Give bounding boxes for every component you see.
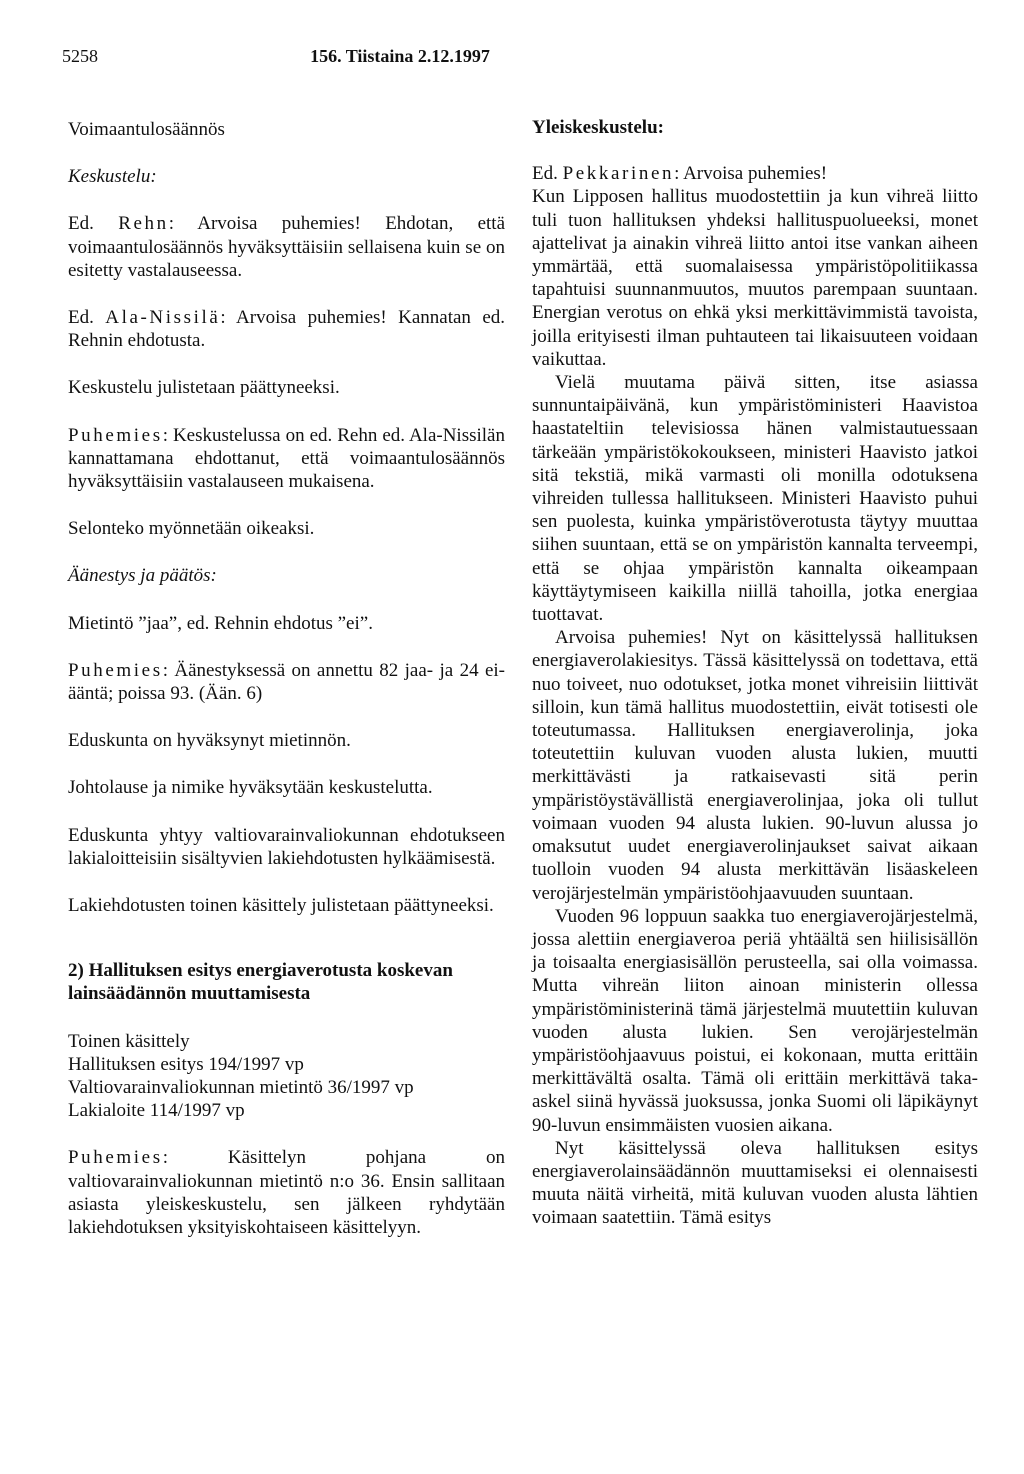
puhemies3-text: : Käsittelyn pohjana on valtiovarainvaliokunnan mietintö n:o 36. Ensin sallitaan asiasta yleiskeskustelu, sen jälkeen ryhdytään lakiehdotuksen yksityiskohtaiseen käsittelyyn.	[68, 1147, 505, 1239]
pek-intro-text: : Arvoisa puhemies!	[674, 163, 828, 185]
keskustelu-heading: Keskustelu:	[68, 166, 157, 188]
page-number: 5258	[62, 46, 98, 66]
paragraph-4: Vuoden 96 loppuun saakka tuo energiaverojärjestelmä, jossa alettiin energiaveroa periä yhtäältä sen hiilisisällön ja toisaalta energiasisällön perusteella, sai olla voimassa. Mutta vihreän liiton ainoan ministerin ollessa ympäristöministerinä tämä järjestelmä muutettiin kuluvan vuoden alusta lukien. Sen verojärjestelmän ympäristöohjaavuus poistui, ei kokonaan, mutta erittäin merkittävältä osalta. Tämä oli erittäin merkittävä taka-askel siinä hyvässä juoksussa, jonka Suomi oli läpikäynyt 90-luvun ensimmäisten vuosien aikana.	[532, 905, 978, 1136]
puhemies1-text: : Keskustelussa on ed. Rehn ed. Ala-Nissilän kannattamana ehdottanut, että voimaantulosäännös hyväksyttäisiin vastalauseen mukaisena.	[68, 424, 505, 493]
speaker-puhemies: Puhemies	[68, 424, 163, 446]
rehn-speech	[68, 212, 505, 282]
right-column	[532, 116, 978, 1230]
voimaantulo-heading: Voimaantulosäännös	[68, 119, 225, 140]
mietinto-options: Mietintö ”jaa”, ed. Rehnin ehdotus ”ei”.	[68, 612, 373, 634]
puhemies-statement-2	[68, 659, 505, 705]
rehn-ed: Ed.	[68, 213, 94, 235]
keskustelu-paattyy: Keskustelu julistetaan päättyneeksi.	[68, 377, 340, 399]
session-date: 156. Tiistaina 2.12.1997	[310, 46, 490, 66]
toinen-kasittely: Toinen käsittely	[68, 1030, 190, 1052]
left-column	[68, 118, 505, 1239]
yleiskeskustelu-heading: Yleiskeskustelu:	[532, 117, 664, 138]
mietinto-ref: Valtiovarainvaliokunnan mietintö 36/1997 vp	[68, 1077, 414, 1099]
lakiehdotusten-kasittely: Lakiehdotusten toinen käsittely julistetaan päättyneeksi.	[68, 895, 494, 917]
puhemies-statement-3	[68, 1146, 505, 1239]
eduskunta-hyvaksynyt: Eduskunta on hyväksynyt mietinnön.	[68, 730, 351, 752]
selonteko: Selonteko myönnetään oikeaksi.	[68, 518, 315, 540]
speaker-pekkarinen: Pekkarinen	[562, 163, 675, 185]
ala-text: : Arvoisa puhemies! Kannatan ed. Rehnin ehdotusta.	[68, 307, 506, 352]
ala-nissila-speech	[68, 306, 505, 352]
paragraph-3: Arvoisa puhemies! Nyt on käsittelyssä hallituksen energiaverolakiesitys. Tässä käsittelyssä on todettava, että nuo toiveet, nuo odotukset, jotka monet vihreisiin liittivät silloin, kun tämä hallitus muodostettiin, eivät totisesti ole toteutumassa. Hallituksen energiaverolinja, joka toteutettiin kuluvan vuoden alusta lukien, muutti merkittävästi ja ratkaisevasti sitä perin ympäristöystävällistä energiaverolinjaa, joka oli tullut voimaan vuoden 94 alusta lukien. 90-luvun alussa jo omaksutut uudet energiaverolinjaukset saivat aikaan tuolloin vuoden 94 alusta merkittävän lisäaskeleen verojärjestelmän ympäristöohjaavuuden suuntaan.	[532, 627, 978, 904]
agenda-item-title: 2) Hallituksen esitys energiaverotusta koskevan lainsäädännön muuttamisesta	[68, 960, 453, 1005]
speaker-ala-nissila: Ala-Nissilä	[105, 307, 221, 329]
speaker-puhemies: Puhemies	[68, 659, 163, 681]
puhemies2-text: : Äänestyksessä on annettu 82 jaa- ja 24 ei-ääntä; poissa 93. (Ään. 6)	[68, 659, 505, 705]
pek-ed: Ed.	[532, 163, 558, 185]
pekkarinen-intro	[532, 162, 978, 185]
paragraph-2: Vielä muutama päivä sitten, itse asiassa sunnuntaipäivänä, kun ympäristöministeri Haavistoa haastateltiin televisiossa hänen valmistautuessaan tärkeään ympäristökokoukseen, ministeri Haavisto jatkoi sitä tekstiä, mikä varmasti oli monilla odotuksena vihreiden tullessa hallitukseen. Ministeri Haavisto puhui sen puolesta, kuinka ympäristöverotusta täytyy muuttaa siihen suuntaan, että se on ympäristön kannalta terveempi, että se ohjaa ympäristön kannalta oikeampaan käyttäytymiseen kaikilla niillä tahoilla, jotka energiaa tuottavat.	[532, 372, 978, 626]
hallituksen-esitys-ref: Hallituksen esitys 194/1997 vp	[68, 1053, 304, 1075]
aanestys-heading: Äänestys ja päätös:	[68, 565, 217, 587]
rehn-text: : Arvoisa puhemies! Ehdotan, että voimaantulosäännös hyväksyttäisiin sellaisena kuin se on esitetty vastalauseessa.	[68, 213, 505, 281]
speaker-puhemies: Puhemies	[68, 1147, 163, 1169]
puhemies-statement-1	[68, 424, 505, 494]
johtolause: Johtolause ja nimike hyväksytään keskustelutta.	[68, 777, 433, 799]
lakialoite-ref: Lakialoite 114/1997 vp	[68, 1100, 245, 1122]
eduskunta-yhtyy: Eduskunta yhtyy valtiovarainvaliokunnan ehdotukseen lakialoitteisiin sisältyvien lakiehdotusten hylkäämisestä.	[68, 824, 505, 869]
speaker-rehn: Rehn	[118, 213, 169, 235]
ala-ed: Ed.	[68, 307, 94, 329]
paragraph-1: Kun Lipposen hallitus muodostettiin ja kun vihreä liitto tuli tuon hallituksen yhdeksi hallituspuolueeksi, monet ajattelivat ja ainakin vihreä liitto antoi itse vankan aiheen ymmärtää, että suomalaisessa ympäristöpolitiikassa tapahtuisi suunnanmuutos, muutos parempaan suuntaan. Energian verotus on ehkä yksi merkittävimmistä tavoista, joilla erityisesti ilman puhtauteen tai likaisuuteen voidaan vaikuttaa.	[532, 186, 978, 370]
paragraph-5: Nyt käsittelyssä oleva hallituksen esitys energiaverolainsäädännön muuttamiseksi ei olennaisesti muuta näitä virheitä, mitä kuluvan vuoden alusta lähtien voimaan saatettiin. Tämä esitys	[532, 1137, 978, 1229]
